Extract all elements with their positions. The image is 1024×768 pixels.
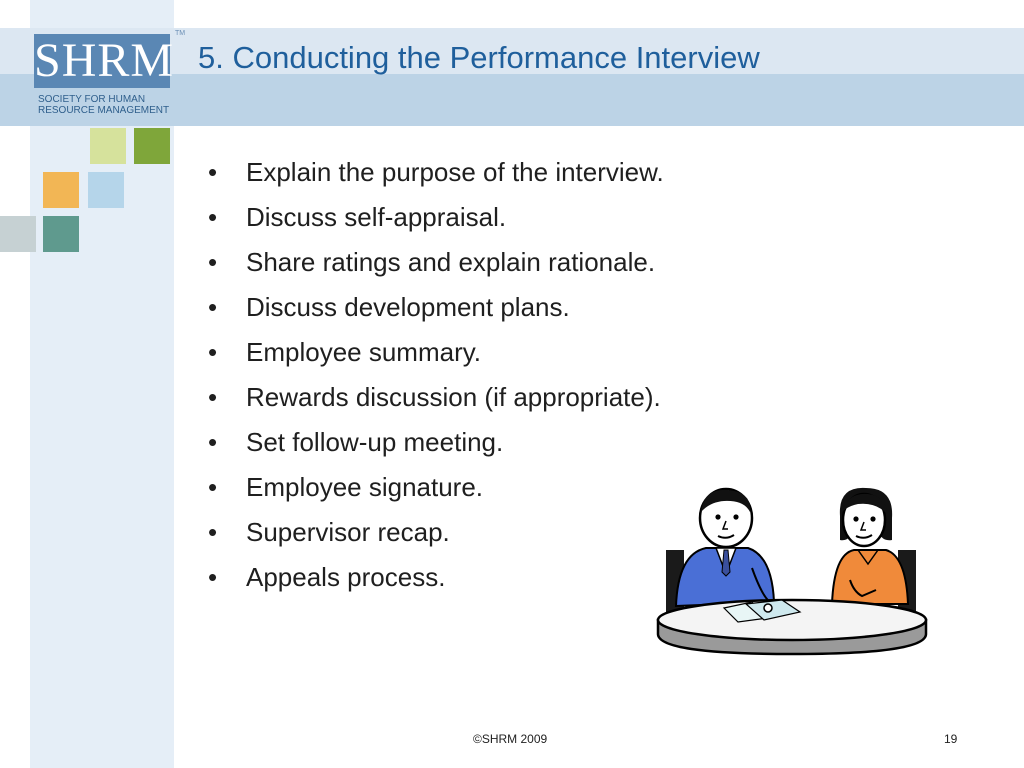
man-hand	[764, 604, 772, 612]
deco-square-grey	[0, 216, 36, 252]
bullet-list	[206, 150, 664, 600]
logo-trademark: TM	[175, 30, 186, 37]
deco-square-lime	[90, 128, 126, 164]
man-figure	[676, 489, 774, 606]
deco-square-teal	[43, 216, 79, 252]
bullet-item: • Employee signature.	[206, 465, 664, 510]
deco-square-skyblue	[88, 172, 124, 208]
bullet-item: • Supervisor recap.	[206, 510, 664, 555]
logo-mark: SHRM	[34, 34, 175, 87]
bullet-item: • Appeals process.	[206, 555, 664, 600]
footer-copyright: ©SHRM 2009	[473, 732, 548, 746]
shrm-logo	[30, 28, 186, 126]
logo-text	[38, 94, 172, 116]
bullet-item: • Set follow-up meeting.	[206, 420, 664, 465]
bullet-item: • Rewards discussion (if appropriate).	[206, 375, 664, 420]
deco-square-green	[134, 128, 170, 164]
woman-figure	[832, 488, 908, 604]
bullet-item: • Discuss development plans.	[206, 285, 664, 330]
bullet-item: • Discuss self-appraisal.	[206, 195, 664, 240]
meeting-clipart-icon	[654, 484, 930, 660]
bullet-item: • Employee summary.	[206, 330, 664, 375]
bullet-item: • Explain the purpose of the interview.	[206, 150, 664, 195]
page-number: 19	[944, 732, 958, 746]
logo-text-line2: RESOURCE MANAGEMENT	[38, 105, 170, 116]
bullet-item: • Share ratings and explain rationale.	[206, 240, 664, 285]
logo-text-line1: SOCIETY FOR HUMAN	[38, 94, 146, 105]
slide-title: 5. Conducting the Performance Interview	[198, 40, 760, 75]
deco-square-orange	[43, 172, 79, 208]
